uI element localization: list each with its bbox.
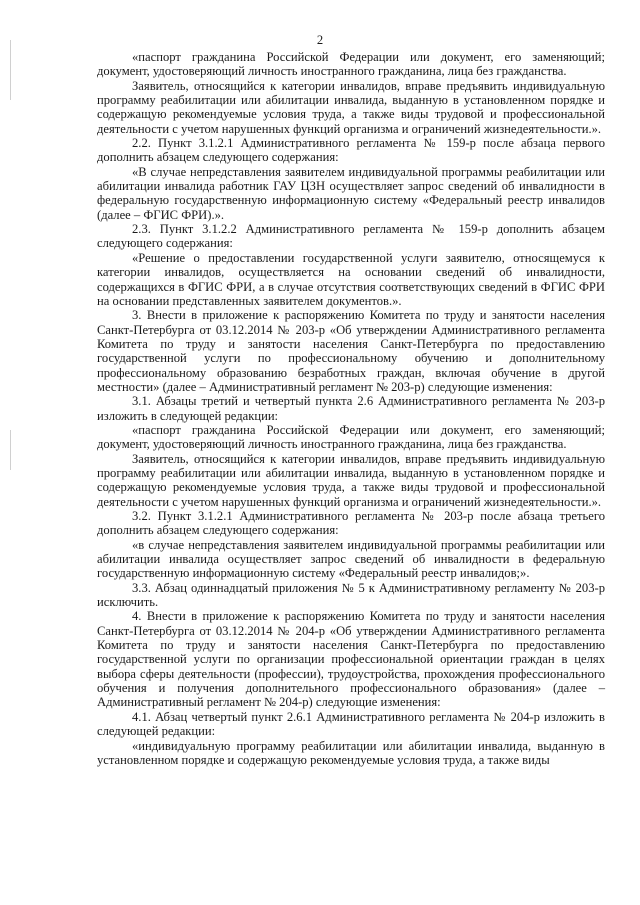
paragraph: 3.2. Пункт 3.1.2.1 Административного регламента № 203-р после абзаца третьего дополнить абзацем следующего содержания: <box>97 509 605 538</box>
paragraph: «в случае непредставления заявителем индивидуальной программы реабилитации или абилитации инвалида осуществляет запрос сведений об инвалидности в федеральную государственную информационную систему «Федеральный реестр инвалидов;». <box>97 537 605 581</box>
paragraph: 3.3. Абзац одиннадцатый приложения № 5 к Административному регламенту № 203-р исключить. <box>97 580 605 610</box>
paragraph: Заявитель, относящийся к категории инвалидов, вправе предъявить индивидуальную программу реабилитации или абилитации инвалида, выданную в установленном порядке и содержащую рекомендуемые условия труда, а также виды трудовой и профессиональной деятельности с учетом нарушенных функций организма и ограничений жизнедеятельности.». <box>97 78 605 136</box>
paragraph: 2.3. Пункт 3.1.2.2 Административного регламента № 159-р дополнить абзацем следующего содержания: <box>97 222 605 251</box>
document-body <box>97 50 605 767</box>
paragraph: 3.1. Абзацы третий и четвертый пункта 2.6 Административного регламента № 203-р изложить в следующей редакции: <box>97 394 605 423</box>
scan-edge-mark <box>10 430 11 470</box>
paragraph: «паспорт гражданина Российской Федерации или документ, его заменяющий; документ, удостоверяющий личность иностранного гражданина, лица без гражданства. <box>97 422 605 452</box>
paragraph: 4. Внести в приложение к распоряжению Комитета по труду и занятости населения Санкт-Петербурга от 03.12.2014 № 204-р «Об утверждении Административного регламента Комитета по труду и занятости населения Санкт-Петербурга по предоставлению государственной услуги по организации профессиональной ориентации граждан в целях выбора сферы деятельности (профессии), трудоустройства, прохождения профессионального обучения и получения дополнительного профессионального образования» (далее – Административный регламент № 204-р) следующие изменения: <box>97 609 605 710</box>
paragraph: «паспорт гражданина Российской Федерации или документ, его заменяющий; документ, удостоверяющий личность иностранного гражданина, лица без гражданства. <box>97 50 605 79</box>
paragraph: «индивидуальную программу реабилитации или абилитации инвалида, выданную в установленном порядке и содержащую рекомендуемые условия труда, а также виды <box>97 738 605 767</box>
paragraph: 2.2. Пункт 3.1.2.1 Административного регламента № 159-р после абзаца первого дополнить абзацем следующего содержания: <box>97 136 605 165</box>
paragraph: «В случае непредставления заявителем индивидуальной программы реабилитации или абилитации инвалида работник ГАУ ЦЗН осуществляет запрос сведений об инвалидности в федеральную государственную информационную систему «Федеральный реестр инвалидов (далее – ФГИС ФРИ).». <box>97 164 605 222</box>
paragraph: 4.1. Абзац четвертый пункт 2.6.1 Административного регламента № 204-р изложить в следующей редакции: <box>97 709 605 739</box>
page-number: 2 <box>316 33 324 47</box>
paragraph: 3. Внести в приложение к распоряжению Комитета по труду и занятости населения Санкт-Петербурга от 03.12.2014 № 203-р «Об утверждении Административного регламента Комитета по труду и занятости населения Санкт-Петербурга по предоставлению государственной услуги по профессиональному обучению и дополнительному профессиональному образованию безработных граждан, включая обучение в другой местности» (далее – Административный регламент № 203-р) следующие изменения: <box>97 308 605 394</box>
paragraph: Заявитель, относящийся к категории инвалидов, вправе предъявить индивидуальную программу реабилитации или абилитации инвалида, выданную в установленном порядке и содержащую рекомендуемые условия труда, а также виды трудовой и профессиональной деятельности с учетом нарушенных функций организма и ограничений жизнедеятельности.». <box>97 451 605 509</box>
scan-edge-mark <box>10 40 11 100</box>
paragraph: «Решение о предоставлении государственной услуги заявителю, относящемуся к категории инвалидов, осуществляется на основании сведений об инвалидности, содержащихся в ФГИС ФРИ, а в случае отсутствия соответствующих сведений в ФГИС ФРИ на основании представленных заявителем документов.». <box>97 250 605 308</box>
